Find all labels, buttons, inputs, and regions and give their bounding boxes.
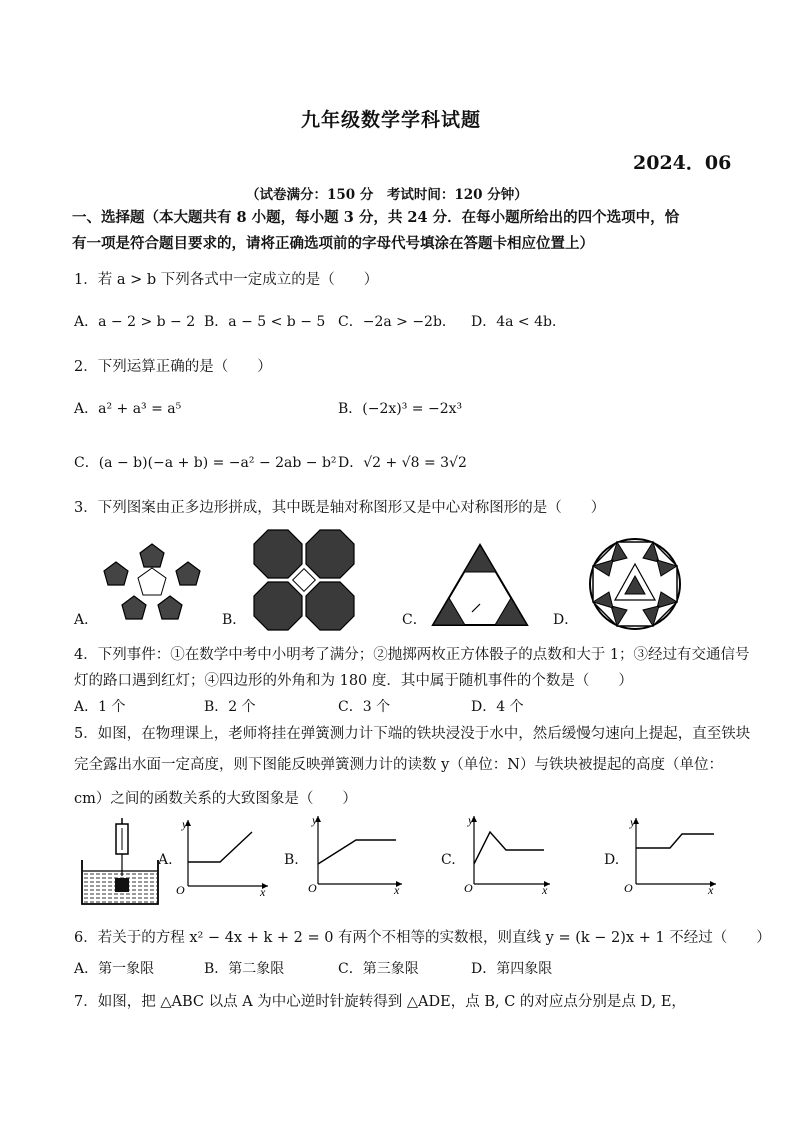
q6-stem: 6．若关于的方程 x² − 4x + k + 2 = 0 有两个不相等的实数根，则直线 y = (k − 2)x + 1 不经过（ ） [74,930,771,946]
q6-option-c: C．第三象限 [338,961,419,977]
q7-stem: 7．如图，把 △ABC 以点 A 为中心逆时针旋转得到 △ADE，点 B, C 的对应点分别是点 D, E， [74,994,686,1010]
q5-graph-d-origin: O [624,881,633,894]
q4-option-d: D．4 个 [471,699,524,715]
q5-graph-a-origin: O [176,883,185,896]
q5-label-c: C. [441,852,456,868]
q5-line2: 完全露出水面一定高度，则下图能反映弹簧测力计的读数 y（单位：N）与铁块被提起的高度（单位： [74,757,723,773]
q2-option-a: A．a² + a³ = a⁵ [74,401,182,417]
q5-graph-c-y-label: y [468,813,474,827]
exam-meta: （试卷满分：150 分 考试时间：120 分钟） [246,187,528,203]
q6-option-d: D．第四象限 [471,961,553,977]
section-instructions-line2: 有一项是符合题目要求的，请将正确选项前的字母代号填涂在答题卡相应位置上） [72,235,594,252]
q5-graph-d [620,814,720,894]
q3-label-a: A． [74,612,99,628]
q3-figure-b-octagons [252,528,356,632]
q6-option-a: A．第一象限 [74,961,155,977]
q5-graph-b-origin: O [308,881,317,894]
q5-graph-b [306,812,406,894]
exam-title: 九年级数学学科试题 [301,109,482,131]
q4-option-b: B．2 个 [204,699,256,715]
q6-option-b: B．第二象限 [204,961,285,977]
q5-label-b: B. [284,852,299,868]
q1-option-c: C．−2a > −2b． [338,314,456,330]
q5-graph-a-y-label: y [182,817,188,831]
q5-label-a: A. [158,852,173,868]
q3-figure-a-pentagons [98,540,206,632]
q1-option-d: D．4a < 4b． [471,314,566,330]
q2-option-b: B．(−2x)³ = −2x³ [338,401,463,417]
q5-graph-c-origin: O [464,881,473,894]
q4-option-a: A．1 个 [74,699,126,715]
q3-figure-d-octagon-pattern [587,536,683,632]
q3-label-d: D． [553,612,579,628]
q2-option-d: D．√2 + √8 = 3√2 [338,455,467,471]
q5-graph-c [458,812,554,894]
q3-label-c: C． [402,612,427,628]
q3-figure-c-triangles [430,542,530,628]
q3-label-b: B． [222,612,247,628]
q4-option-c: C．3 个 [338,699,391,715]
q5-line1: 5．如图，在物理课上，老师将挂在弹簧测力计下端的铁块浸没于水中，然后缓慢匀速向上提起，直至铁块 [74,726,751,742]
q1-option-a: A．a − 2 > b − 2 [74,314,196,330]
q5-graph-d-y-label: y [630,815,636,829]
q5-label-d: D. [604,852,620,868]
q5-line3: cm）之间的函数关系的大致图象是（ ） [74,791,357,807]
q5-graph-a [172,816,272,896]
q1-option-b: B．a − 5 < b − 5 [204,314,326,330]
section-instructions-line1: 一、选择题（本大题共有 8 小题，每小题 3 分，共 24 分．在每小题所给出的四个选项中，恰 [72,209,680,226]
q5-graph-c-x-label: x [542,883,548,894]
q3-stem: 3．下列图案由正多边形拼成，其中既是轴对称图形又是中心对称图形的是（ ） [74,500,606,516]
q1-stem: 1．若 a > b 下列各式中一定成立的是（ ） [74,272,379,288]
q4-line2: 灯的路口遇到红灯；④四边形的外角和为 180 度．其中属于随机事件的个数是（ ） [74,673,633,689]
q5-graph-a-x-label: x [260,885,266,896]
q2-option-c: C．(a − b)(−a + b) = −a² − 2ab − b² [74,455,337,471]
q5-graph-b-y-label: y [312,813,318,827]
exam-date: 2024．06 [633,152,732,174]
q2-stem: 2．下列运算正确的是（ ） [74,359,272,375]
q5-spring-scale-figure [78,816,160,908]
q4-line1: 4．下列事件：①在数学中考中小明考了满分；②抛掷两枚正方体骰子的点数和大于 1；③经过有交通信号 [74,647,750,663]
q5-graph-b-x-label: x [394,883,400,894]
q5-graph-d-x-label: x [708,883,714,894]
